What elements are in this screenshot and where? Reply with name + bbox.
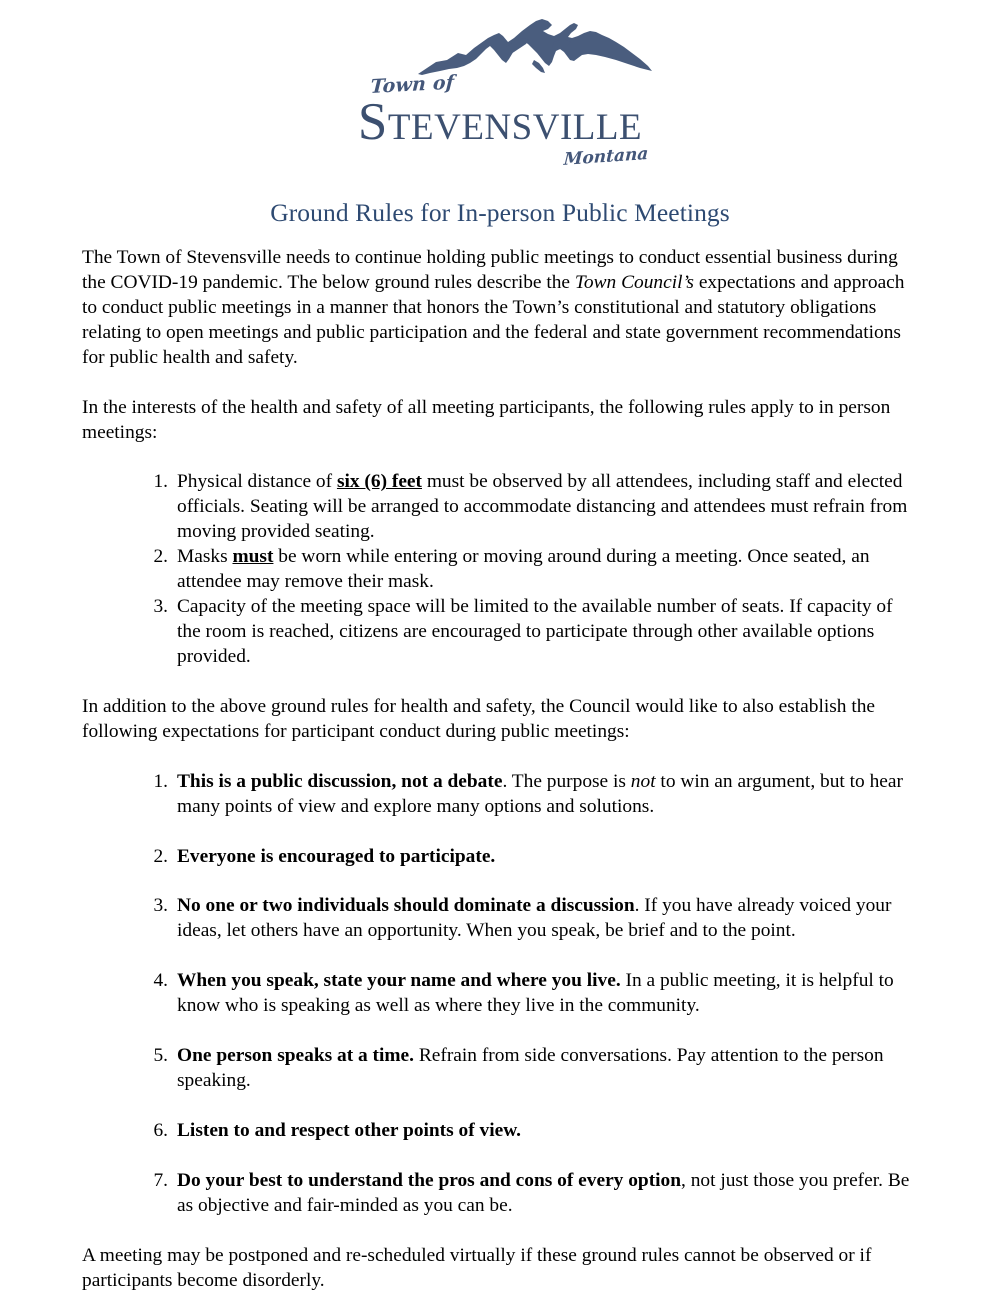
rule-text-after1: , not just those you prefer. Be as objective and fair-minded as you can be. [177, 1169, 910, 1216]
town-logo [0, 0, 1000, 172]
intro-part2: expectations and approach to conduct public meetings in a manner that honors the Town’s constitutional and statutory obligations relating to open meetings and public participation and the federal and state government recommendations for public health and safety. [82, 271, 905, 368]
list-item [144, 894, 918, 944]
rule-text-after1: Refrain from side conversations. Pay attention to the person speaking. [177, 1045, 884, 1092]
list-item [144, 969, 918, 1019]
logo-montana-text: Montana [563, 143, 650, 170]
list-item [144, 845, 918, 870]
list-item [144, 470, 918, 545]
rule-text-part1: Capacity of the meeting space will be limited to the available number of seats. If capacity of the room is reached, citizens are encouraged to participate through other available options provided. [177, 596, 893, 667]
rule-text-part1: Masks [177, 546, 233, 568]
list-item [144, 595, 918, 670]
rule-emphasis: six (6) feet [336, 471, 422, 493]
rule-text-part2: be worn while entering or moving around during a meeting. Once seated, an attendee may remove their mask. [177, 546, 870, 593]
rule-bold-lead: Listen to and respect other points of view. [177, 1119, 522, 1141]
rule-bold-lead: Everyone is encouraged to participate. [177, 845, 496, 867]
rule-bold-lead: Do your best to understand the pros and cons of every option [177, 1169, 682, 1191]
rule-emphasis: must [232, 546, 274, 568]
conduct-rules-list [82, 770, 918, 1219]
rule-bold-lead: This is a public discussion, not a debate [177, 770, 503, 792]
logo-inner [350, 14, 650, 172]
rule-text-after1: . If you have already voiced your ideas, let others have an opportunity. When you speak, be brief and to the point. [177, 895, 892, 942]
intro-paragraph [82, 246, 918, 371]
rule-text-after2: to win an argument, but to hear many points of view and explore many options and solutions. [177, 770, 903, 817]
list-item [144, 1119, 918, 1144]
health-rules-list [82, 470, 918, 669]
logo-town-of-text: Town of [370, 71, 455, 98]
health-intro-paragraph: In the interests of the health and safety of all meeting participants, the following rules apply to in person meetings: [82, 396, 891, 443]
list-item [144, 1044, 918, 1094]
conduct-intro-paragraph: In addition to the above ground rules for health and safety, the Council would like to also establish the following expectations for participant conduct during public meetings: [82, 695, 876, 742]
list-item [144, 545, 918, 595]
logo-wordmark: Stevensville [357, 93, 643, 151]
mountain-range-icon [402, 16, 654, 78]
rule-text-after1: . The purpose is [502, 770, 631, 792]
list-item [144, 770, 918, 820]
rule-text-after1: In a public meeting, it is helpful to know who is speaking as well as where they live in the community. [177, 970, 894, 1017]
rule-bold-lead: When you speak, state your name and where you live. [177, 970, 621, 992]
closing-paragraph: A meeting may be postponed and re-scheduled virtually if these ground rules cannot be observed or if participants become disorderly. [82, 1244, 872, 1291]
rule-bold-lead: One person speaks at a time. [177, 1045, 414, 1067]
intro-part1: The Town of Stevensville needs to continue holding public meetings to conduct essential business during the COVID-19 pandemic. The below ground rules describe the [82, 247, 898, 293]
rule-italic: not [630, 770, 656, 792]
rule-text-part2: must be observed by all attendees, including staff and elected officials. Seating will be arranged to accommodate distancing and attendees must refrain from moving provided seating. [177, 471, 908, 543]
intro-italic: Town Council’s [574, 271, 694, 293]
page-title: Ground Rules for In-person Public Meetings [270, 198, 730, 227]
rule-bold-lead: No one or two individuals should dominate a discussion [177, 895, 635, 917]
rule-text-part1: Physical distance of [177, 471, 337, 493]
list-item [144, 1169, 918, 1219]
document-body [82, 228, 918, 1294]
